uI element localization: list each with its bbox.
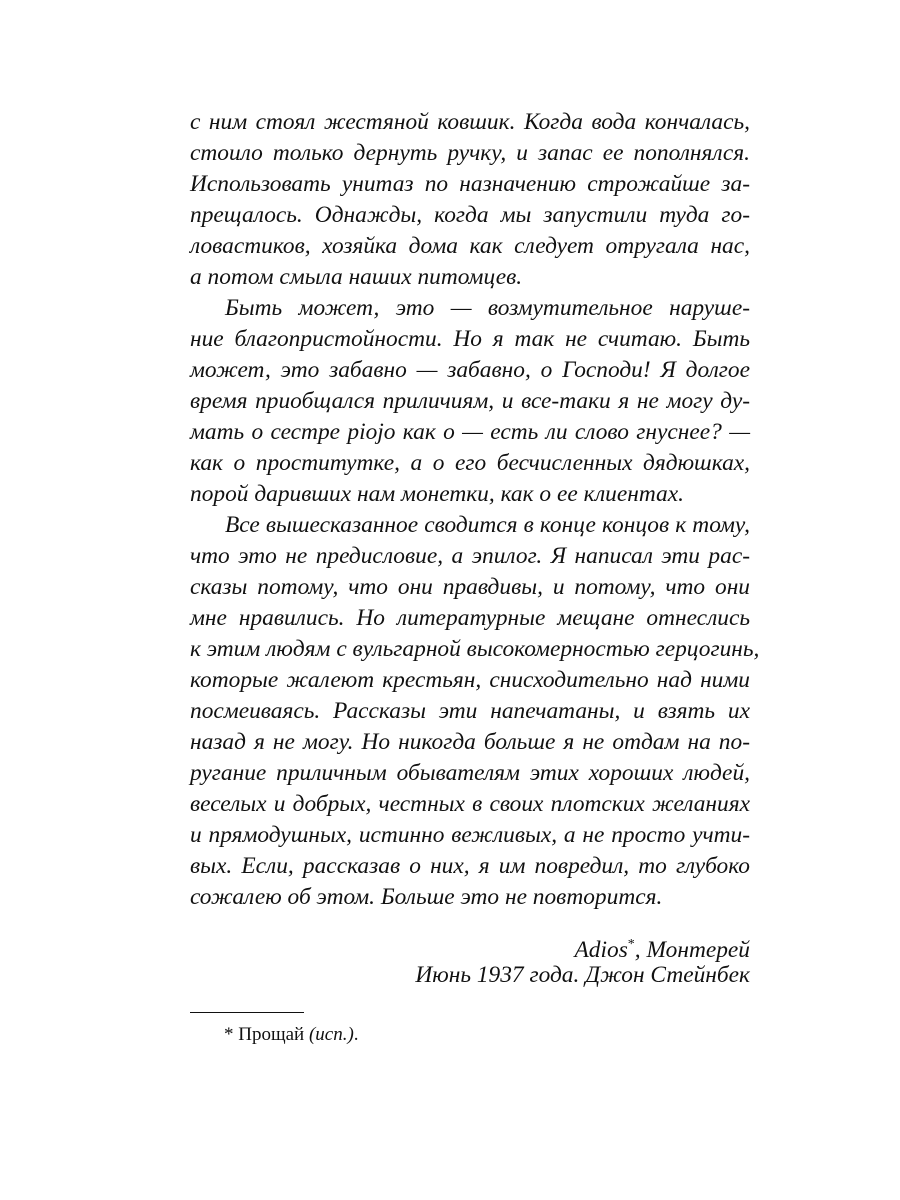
signature-date-author: Июнь 1937 года. Джон Стейнбек: [415, 962, 750, 988]
text-line: посмеиваясь. Рассказы эти напечатаны, и взять их: [190, 698, 750, 724]
text-line: время приобщался приличиям, и все-таки я не могу ду-: [190, 388, 750, 414]
text-line: веселых и добрых, честных в своих плотских желаниях: [190, 791, 750, 817]
text-line: которые жалеют крестьян, снисходительно над ними: [190, 667, 750, 693]
text-line: Все вышесказанное сводится в конце концов к тому,: [225, 512, 750, 538]
text-line: может, это забавно — забавно, о Господи! Я долгое: [190, 357, 750, 383]
text-line: назад я не могу. Но никогда больше я не отдам на по-: [190, 729, 750, 755]
text-line: Использовать унитаз по назначению строжайше за-: [190, 171, 750, 197]
text-line: мне нравились. Но литературные мещане отнеслись: [190, 605, 750, 631]
text-line: вых. Если, рассказав о них, я им повредил, то глубоко: [190, 853, 750, 879]
text-line: сказы потому, что они правдивы, и потому, что они: [190, 574, 750, 600]
signature-place-line: [415, 929, 750, 963]
text-line: стоило только дернуть ручку, и запас ее пополнялся.: [190, 140, 750, 166]
text-line: ругание приличным обывателям этих хороших людей,: [190, 760, 750, 786]
signature-word: Adios: [574, 937, 628, 963]
signature: [415, 929, 750, 991]
main-text: [190, 107, 760, 913]
footnote-divider: [190, 1012, 304, 1013]
text-line: и прямодушных, истинно вежливых, а не просто учти-: [190, 822, 750, 848]
footnote-period: .: [353, 1024, 359, 1045]
text-line: ние благопристойности. Но я так не считаю. Быть: [190, 326, 750, 352]
text-line: с ним стоял жестяной ковшик. Когда вода кончалась,: [190, 109, 750, 135]
text-line: как о проститутке, а о его бесчисленных дядюшках,: [190, 450, 750, 476]
text-line: прещалось. Однажды, когда мы запустили туда го-: [190, 202, 750, 228]
footnote: [224, 1021, 359, 1049]
text-line: сожалею об этом. Больше это не повторится.: [190, 884, 663, 910]
footnote-marker: *: [627, 937, 635, 952]
text-line: мать о сестре pioјо как о — есть ли слово гнуснее? —: [190, 419, 750, 445]
text-line: порой даривших нам монетки, как о ее клиентах.: [190, 481, 684, 507]
footnote-text: * Прощай: [224, 1024, 309, 1045]
signature-place: , Монтерей: [634, 937, 750, 963]
text-line: а потом смыла наших питомцев.: [190, 264, 523, 290]
text-line: Быть может, это — возмутительное наруше-: [225, 295, 750, 321]
text-line: к этим людям с вульгарной высокомерностью герцогинь,: [190, 636, 760, 662]
footnote-note: (исп.): [308, 1024, 354, 1045]
text-line: ловастиков, хозяйка дома как следует отругала нас,: [190, 233, 750, 259]
text-line: что это не предисловие, а эпилог. Я написал эти рас-: [190, 543, 750, 569]
